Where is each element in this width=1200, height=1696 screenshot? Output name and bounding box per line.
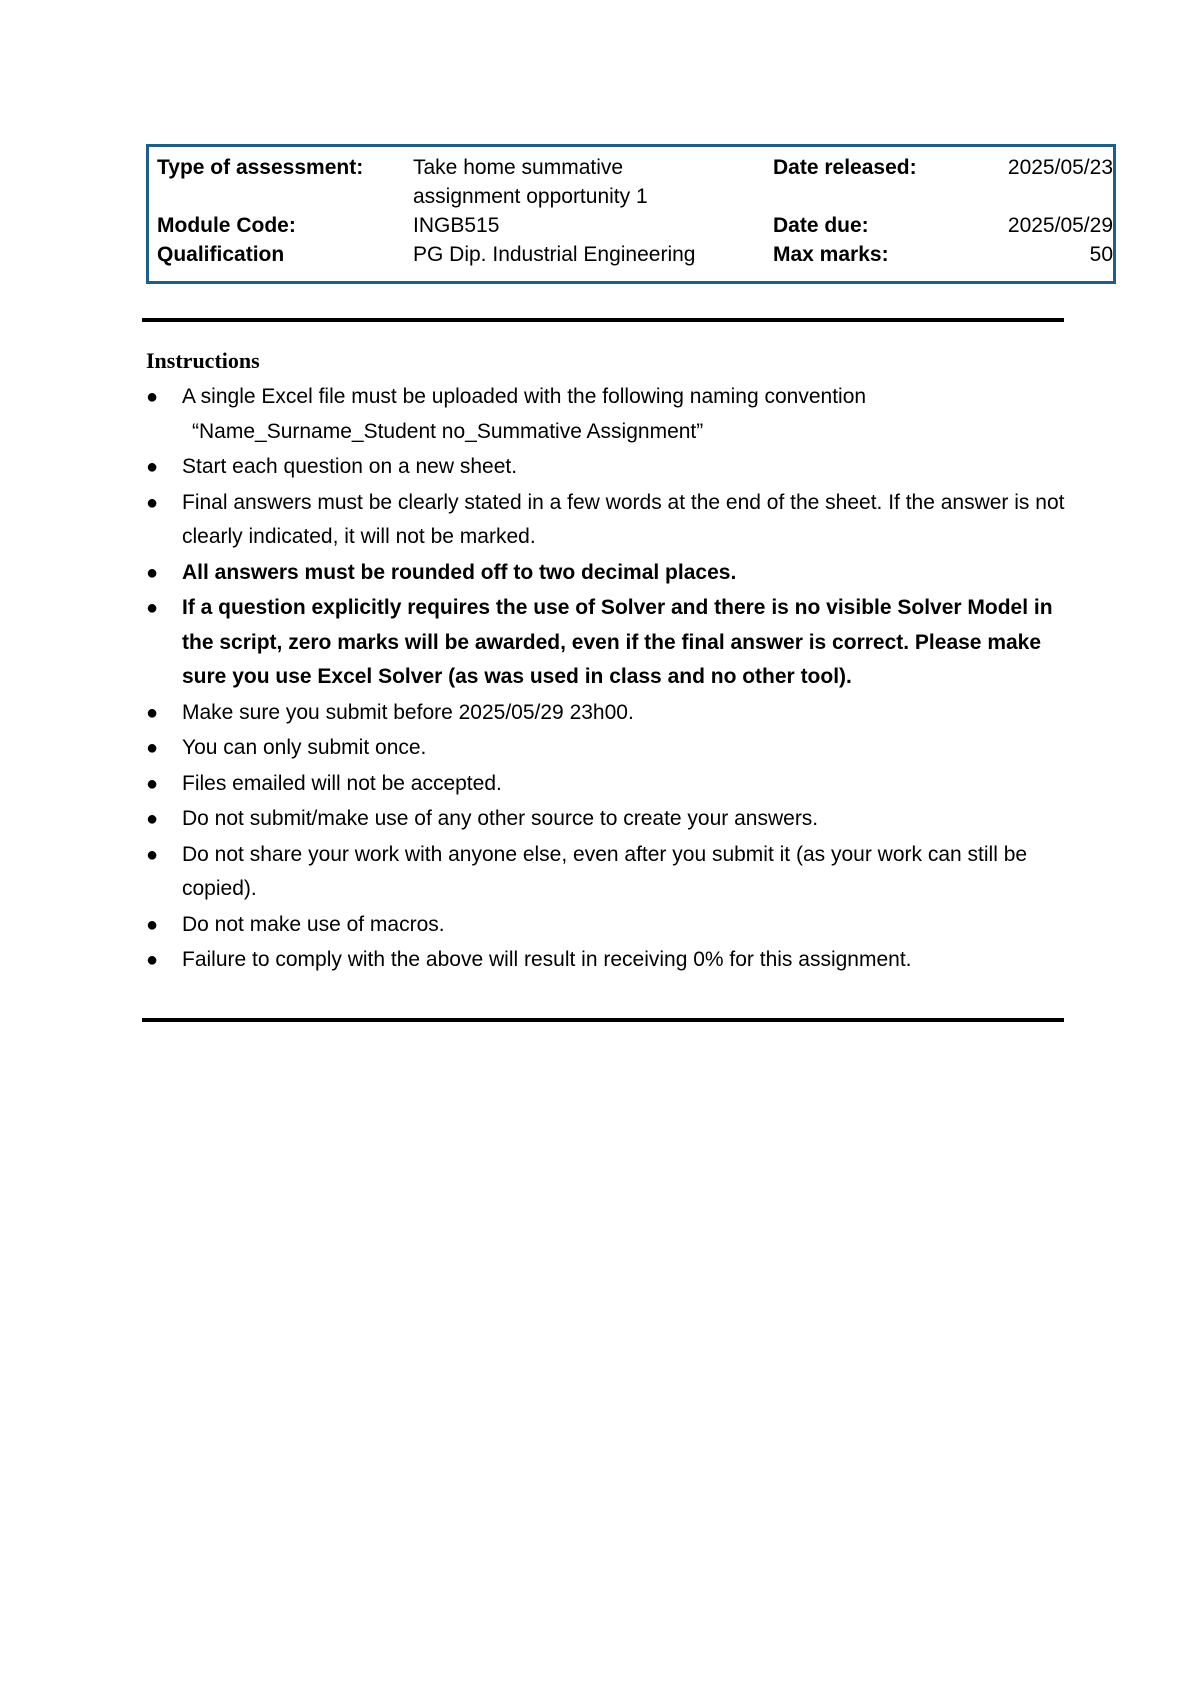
instruction-item-text: Files emailed will not be accepted. [182,771,502,795]
instruction-item-12 [146,943,1066,978]
assessment-info-box [146,144,1116,284]
assessment-info-table [157,153,1113,269]
bullet-icon: ● [146,772,159,795]
instruction-item-5 [146,591,1066,695]
instruction-item-1-line2: “Name_Surname_Student no_Summative Assignment” [192,419,704,443]
top-divider [142,318,1064,322]
instruction-item-text: Make sure you submit before 2025/05/29 23h00. [182,700,634,724]
instruction-item-text: Start each question on a new sheet. [182,455,518,478]
instruction-item-text: Do not share your work with anyone else, even after you submit it (as your work can still be copied). [182,842,1028,900]
instruction-item-1-line1: A single Excel file must be uploaded with the following naming convention [182,385,867,408]
module-code-label: Module Code: [157,214,296,237]
bullet-icon: ● [146,913,159,936]
instructions-heading: Instructions [146,348,260,373]
instruction-item-9 [146,802,1066,837]
instruction-item-text: You can only submit once. [182,736,427,759]
bullet-icon: ● [146,808,159,830]
date-due-value: 2025/05/29 [1007,214,1113,237]
instruction-item-text: If a question explicitly requires the use of Solver and there is no visible Solver Model in the script, zero marks will be awarded, even if the final answer is correct. Please make sure you use Excel Solver (as was used in class and no other tool). [182,596,1053,688]
bullet-icon: ● [146,949,159,971]
instruction-item-1 [146,380,1066,449]
date-released-label: Date released: [773,156,917,179]
instruction-item-4 [146,556,1066,591]
date-released-value: 2025/05/23 [1007,156,1113,179]
instruction-item-text: Do not make use of macros. [182,912,445,936]
bullet-icon: ● [146,561,159,584]
type-of-assessment-value-line1: Take home summative [413,156,624,179]
date-due-label: Date due: [773,214,869,237]
bullet-icon: ● [146,701,159,724]
instruction-item-3 [146,486,1066,555]
instruction-item-8 [146,767,1066,802]
module-code-value: INGB515 [413,214,500,237]
qualification-value: PG Dip. Industrial Engineering [413,243,696,266]
instruction-item-7 [146,731,1066,766]
qualification-label: Qualification [157,243,285,266]
bullet-icon: ● [146,737,159,759]
instruction-item-2 [146,450,1066,485]
max-marks-label: Max marks: [773,243,889,266]
bottom-divider [142,1018,1064,1022]
bullet-icon: ● [146,491,159,514]
instruction-item-6 [146,696,1066,731]
bullet-icon: ● [146,843,159,866]
max-marks-value: 50 [1089,243,1113,266]
bullet-icon: ● [146,386,159,408]
instruction-item-text: Failure to comply with the above will result in receiving 0% for this assignment. [182,948,912,971]
type-of-assessment-label: Type of assessment: [157,156,364,179]
bullet-icon: ● [146,456,159,478]
instruction-item-text: All answers must be rounded off to two decimal places. [182,560,737,584]
bullet-icon: ● [146,597,159,619]
type-of-assessment-value [413,153,773,211]
instruction-item-11 [146,908,1066,943]
type-of-assessment-value-line2: assignment opportunity 1 [413,185,648,208]
instruction-item-text: Final answers must be clearly stated in a few words at the end of the sheet. If the answer is not clearly indicated, it will not be marked. [182,490,1065,548]
instruction-item-text: Do not submit/make use of any other source to create your answers. [182,807,819,830]
instruction-item-10 [146,838,1066,907]
instructions-list [146,380,1066,979]
